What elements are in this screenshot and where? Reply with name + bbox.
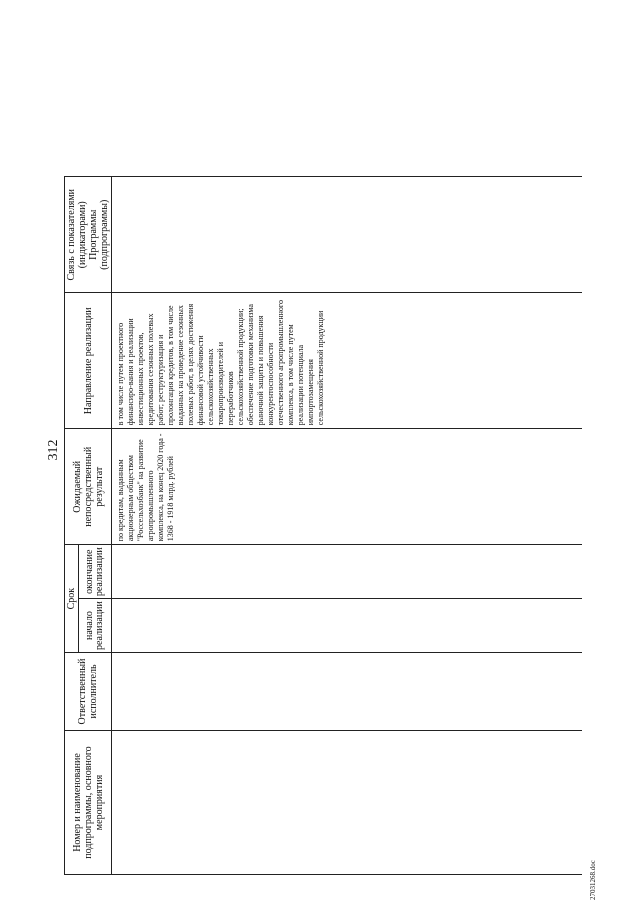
header-direction: Направление реализации — [65, 293, 112, 429]
cell-direction: в том числе путем проектного финансиро-вания и реализации инвестиционных проектов, кредитования сезонных полевых работ; реструктуризация и пролонгация кредитов, в том числе выданных на проведение сезонных полевых работ, в целях достижения финансовой устойчивости сельскохозяйственных товаропроизводителей и переработчиков сельскохозяйственной продукции; обеспечение подготовки механизма рыночной защиты и повышения конкурентоспособности отечественного агропромышленного комплекса, в том числе путем реализации потенциала импортозамещения сельскохозяйственной продукции — [112, 293, 582, 429]
cell-program-name — [112, 731, 582, 875]
page-number: 312 — [46, 439, 61, 461]
cell-result: по кредитам, выданным акционерным обществом "Россельхозбанк" на развитие агропромышленного комплекса, на конец 2020 года - 1368 - 1918 млрд. рублей — [112, 429, 582, 545]
table-row — [112, 177, 582, 875]
header-program-name: Номер и наименование подпрограммы, основного мероприятия — [65, 731, 112, 875]
cell-indicators — [112, 177, 582, 293]
header-indicators: Связь с показателями (индикаторами) Программы (подпрограммы) — [65, 177, 112, 293]
header-term-end: окончание реализации — [79, 545, 112, 599]
cell-term-start — [112, 599, 582, 653]
cell-term-end — [112, 545, 582, 599]
document-code: 27031268.doc — [589, 860, 597, 900]
header-row-1 — [65, 177, 79, 875]
cell-executor — [112, 653, 582, 731]
program-table — [64, 176, 582, 875]
header-executor: Ответственный исполнитель — [65, 653, 112, 731]
header-term-start: начало реализации — [79, 599, 112, 653]
header-term: Срок — [65, 545, 79, 653]
header-result: Ожидаемый непосредственный результат — [65, 429, 112, 545]
